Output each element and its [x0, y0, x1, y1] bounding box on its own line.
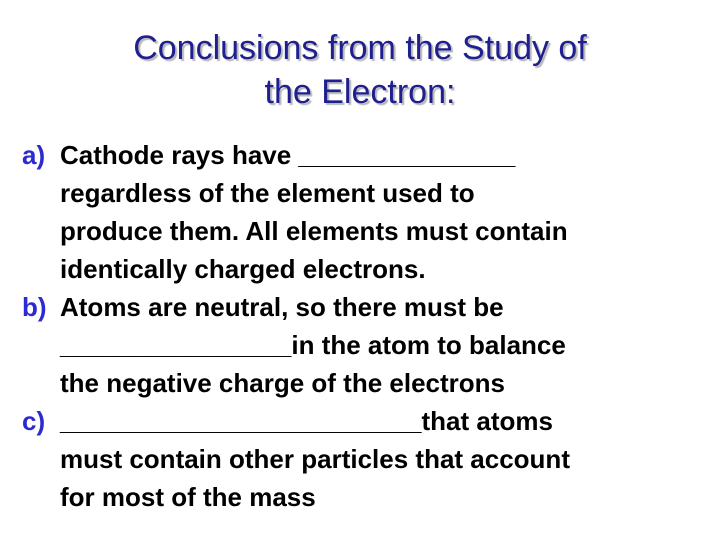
item-a-line-2: regardless of the element used to	[60, 178, 475, 208]
item-b-line-3: the negative charge of the electrons	[60, 368, 506, 398]
item-a-line-1: Cathode rays have _______________	[60, 140, 516, 170]
list-item-a	[22, 136, 712, 288]
list-item-b	[22, 288, 712, 402]
item-c-line-2: must contain other particles that account	[60, 444, 570, 474]
list-item-c	[22, 402, 712, 516]
item-a-line-3: produce them. All elements must contain	[60, 216, 568, 246]
item-c-line-3: for most of the mass	[60, 482, 316, 512]
item-b-line-1: Atoms are neutral, so there must be	[60, 292, 504, 322]
list-marker-a: a)	[22, 140, 46, 170]
slide-title-line-2: the Electron:	[264, 73, 456, 111]
slide-title	[60, 26, 660, 114]
item-a-line-4: identically charged electrons.	[60, 254, 426, 284]
item-c-line-1: _________________________that atoms	[60, 406, 553, 436]
list-marker-b: b)	[22, 292, 47, 322]
list-marker-c: c)	[22, 406, 46, 436]
slide-body	[22, 136, 712, 516]
item-b-line-2: ________________in the atom to balance	[60, 330, 566, 360]
slide-title-line-1: Conclusions from the Study of	[133, 29, 587, 67]
